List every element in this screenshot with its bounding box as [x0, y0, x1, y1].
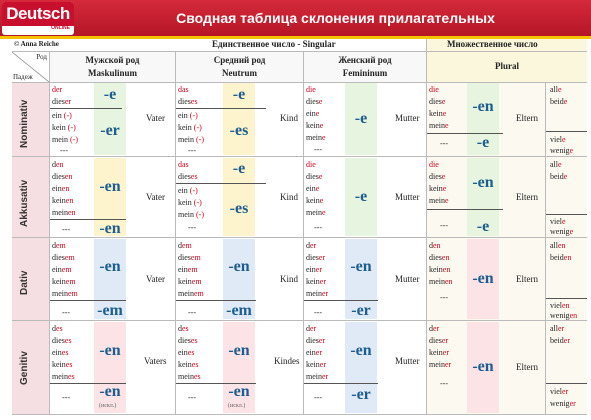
ending: -e: [476, 218, 490, 235]
word: ---: [188, 146, 196, 155]
ending: -en: [99, 178, 121, 195]
word: beide: [550, 97, 568, 106]
ending: -es: [229, 200, 249, 217]
word: ein (-): [178, 111, 198, 120]
word: meines: [178, 372, 201, 381]
case-bg-dat: [12, 238, 49, 320]
word: einer: [306, 265, 322, 274]
word: eine: [306, 184, 320, 193]
word: vielen: [550, 301, 570, 310]
case-akkusativ: Akkusativ: [19, 179, 30, 227]
fem-de: Femininum: [342, 68, 388, 78]
word: alle: [550, 160, 562, 169]
word: keinem: [178, 277, 202, 286]
word: keiner: [429, 348, 449, 357]
word: ---: [440, 139, 448, 148]
word: dem: [52, 241, 66, 250]
noun: Vater: [146, 274, 165, 284]
word: ---: [60, 146, 68, 155]
ending: -em: [97, 302, 123, 319]
word: meiner: [306, 372, 329, 381]
ending: -e: [232, 160, 246, 177]
word: meine: [306, 208, 326, 217]
header-mask: [50, 52, 175, 82]
ending: -em: [226, 302, 252, 319]
word: ---: [314, 308, 322, 317]
word: den: [52, 160, 64, 169]
noun: Mutter: [395, 356, 420, 366]
word: ---: [440, 221, 448, 230]
case-genitiv: Genitiv: [19, 351, 30, 385]
word: die: [429, 85, 439, 94]
noun: Mutter: [395, 192, 420, 202]
divider: [546, 383, 587, 384]
word: ---: [314, 145, 322, 154]
logo-word: Deutsch: [2, 2, 74, 26]
excl-note: (искл.): [99, 403, 117, 409]
ending: -en: [99, 383, 121, 400]
case-bg-nom: [12, 82, 49, 156]
divider: [176, 300, 256, 301]
word: ---: [188, 223, 196, 232]
word: wenige: [550, 146, 574, 155]
grid-h-0: [12, 82, 587, 83]
word: ---: [62, 225, 70, 234]
ending: -en: [472, 174, 494, 191]
word: ---: [314, 223, 322, 232]
noun: Eltern: [516, 362, 538, 372]
copyright: © Anna Reiche: [14, 40, 59, 48]
noun: Kind: [280, 274, 298, 284]
neut-ru: Средний род: [213, 55, 266, 65]
grid-v-4: [545, 83, 546, 414]
word: diese: [306, 172, 323, 181]
page-title: Сводная таблица склонения прилагательных: [176, 10, 495, 26]
ending: -en: [472, 270, 494, 287]
divider: [176, 108, 266, 109]
word: keine: [429, 184, 447, 193]
word: keinem: [52, 277, 76, 286]
word: ein (-): [178, 186, 198, 195]
noun: Mutter: [395, 274, 420, 284]
word: kein (-): [178, 123, 202, 132]
noun: Kind: [280, 113, 298, 123]
ending: -e: [354, 188, 368, 205]
word: kein (-): [178, 198, 202, 207]
word: dieses: [178, 97, 198, 106]
ending: -e: [103, 86, 117, 103]
noun: Mutter: [395, 113, 420, 123]
header-plural: [426, 52, 587, 82]
word: beide: [550, 172, 568, 181]
word: der: [52, 85, 63, 94]
word: keine: [306, 196, 324, 205]
divider: [50, 300, 126, 301]
word: eines: [52, 348, 69, 357]
ending: -er: [351, 302, 371, 319]
fem-ru: Женский род: [338, 55, 392, 65]
grid-v-3: [426, 52, 427, 414]
mask-ru: Мужской род: [85, 55, 140, 65]
neut-de: Neutrum: [222, 68, 257, 78]
word: dieser: [306, 336, 326, 345]
word: dieser: [306, 253, 326, 262]
word: keiner: [306, 360, 326, 369]
word: meiner: [429, 360, 452, 369]
word: vieler: [550, 387, 569, 396]
case-dativ: Dativ: [19, 270, 30, 295]
word: einen: [52, 184, 70, 193]
word: dem: [178, 241, 192, 250]
ending: -en: [472, 98, 494, 115]
corner-rod: Род: [36, 53, 47, 61]
word: eine: [306, 109, 320, 118]
noun: Vater: [146, 113, 165, 123]
word: diesem: [178, 253, 201, 262]
word: ---: [62, 393, 70, 402]
word: meiner: [306, 289, 329, 298]
logo: [2, 2, 74, 35]
header-fem: [304, 52, 426, 82]
word: mein (-): [52, 135, 78, 144]
word: meine: [306, 133, 326, 142]
ending: -en: [228, 342, 250, 359]
ending: -en: [350, 258, 372, 275]
grid-h-3: [12, 320, 587, 321]
divider: [546, 214, 587, 215]
divider: [50, 108, 122, 109]
logo-sub: ONLINE: [51, 25, 70, 31]
word: beiden: [550, 253, 572, 262]
ending: -es: [229, 122, 249, 139]
word: der: [306, 324, 317, 333]
word: diese: [429, 97, 446, 106]
word: den: [429, 241, 441, 250]
ending: -en: [228, 383, 250, 400]
noun: Eltern: [516, 192, 538, 202]
word: ---: [314, 393, 322, 402]
word: viele: [550, 217, 566, 226]
ending: -en: [99, 258, 121, 275]
grid-v-1: [175, 52, 176, 414]
ending: -en: [350, 342, 372, 359]
singular-label: Единственное число - Singular: [212, 39, 336, 49]
mask-de: Maskulinum: [87, 68, 138, 78]
word: das: [178, 160, 189, 169]
word: alle: [550, 85, 562, 94]
word: meinen: [429, 277, 453, 286]
word: diesen: [429, 253, 450, 262]
word: ---: [440, 293, 448, 302]
word: wenige: [550, 227, 574, 236]
word: diese: [306, 97, 323, 106]
word: einer: [306, 348, 322, 357]
word: diese: [429, 172, 446, 181]
word: wenigen: [550, 311, 578, 320]
word: kein (-): [52, 123, 76, 132]
word: diesem: [52, 253, 75, 262]
word: beider: [550, 336, 570, 345]
word: meine: [429, 196, 449, 205]
word: keiner: [306, 277, 326, 286]
word: meinem: [178, 289, 204, 298]
noun: Vaters: [144, 356, 167, 366]
ending: -e: [354, 110, 368, 127]
word: ---: [188, 308, 196, 317]
word: ---: [188, 393, 196, 402]
plural-ru-label: Множественное число: [447, 39, 538, 49]
word: dieses: [178, 172, 198, 181]
word: meine: [429, 121, 449, 130]
excl-note: (искл.): [228, 403, 246, 409]
ending: -en: [472, 358, 494, 375]
noun: Kind: [280, 192, 298, 202]
divider: [427, 209, 503, 210]
word: der: [429, 324, 440, 333]
title-bar: [0, 0, 591, 36]
word: des: [178, 324, 189, 333]
divider: [546, 298, 587, 299]
divider: [304, 383, 378, 384]
word: ---: [440, 379, 448, 388]
word: einem: [178, 265, 198, 274]
word: allen: [550, 241, 566, 250]
header-neut: [176, 52, 303, 82]
word: meinen: [52, 208, 76, 217]
word: weniger: [550, 399, 576, 408]
plural-label: Plural: [495, 61, 519, 71]
word: dieser: [52, 97, 72, 106]
noun: Kindes: [274, 356, 300, 366]
grid-v-2: [303, 52, 304, 414]
divider: [546, 131, 587, 132]
corner-padezh: Падеж: [13, 73, 33, 81]
grid-v-0: [49, 52, 50, 414]
word: keinen: [429, 265, 451, 274]
word: dieses: [52, 336, 72, 345]
noun: Eltern: [516, 113, 538, 123]
word: ein (-): [52, 111, 72, 120]
ending: -er: [100, 122, 120, 139]
word: dieses: [178, 336, 198, 345]
word: keines: [178, 360, 199, 369]
word: eines: [178, 348, 195, 357]
word: mein (-): [178, 210, 204, 219]
word: das: [178, 85, 189, 94]
word: des: [52, 324, 63, 333]
word: mein (-): [178, 135, 204, 144]
ending: -e: [232, 86, 246, 103]
word: meinem: [52, 289, 78, 298]
word: dieser: [429, 336, 449, 345]
word: meines: [52, 372, 75, 381]
case-bg-gen: [12, 321, 49, 414]
grid-h-4: [12, 414, 587, 415]
word: aller: [550, 324, 565, 333]
word: diesen: [52, 172, 73, 181]
divider: [176, 183, 266, 184]
ending: -en: [228, 258, 250, 275]
word: viele: [550, 135, 566, 144]
word: keine: [429, 109, 447, 118]
ending: -en: [99, 342, 121, 359]
word: einem: [52, 265, 72, 274]
ending: -en: [99, 220, 121, 237]
noun: Vater: [146, 192, 165, 202]
singular-band: [12, 39, 426, 52]
word: keines: [52, 360, 73, 369]
word: ---: [62, 308, 70, 317]
word: keine: [306, 121, 324, 130]
word: die: [306, 85, 316, 94]
word: die: [306, 160, 316, 169]
divider: [304, 300, 378, 301]
ending: -er: [351, 386, 371, 403]
case-bg-akk: [12, 157, 49, 237]
ending: -e: [476, 134, 490, 151]
word: die: [429, 160, 439, 169]
noun: Eltern: [516, 274, 538, 284]
word: der: [306, 241, 317, 250]
grid-h-1: [12, 156, 587, 157]
word: keinen: [52, 196, 74, 205]
plural-band: [426, 39, 587, 52]
corner-cell: [12, 52, 49, 82]
case-nominativ: Nominativ: [19, 99, 30, 148]
